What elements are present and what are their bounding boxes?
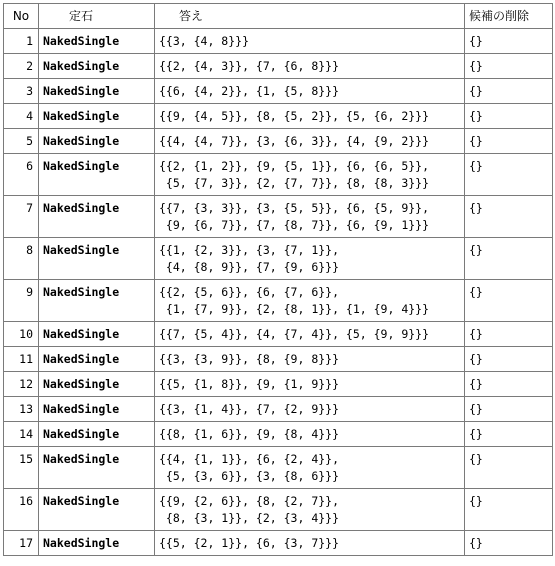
row-no: 2 (4, 54, 39, 79)
row-joseki: NakedSingle (39, 79, 155, 104)
table-row (4, 422, 553, 447)
row-no: 12 (4, 372, 39, 397)
row-joseki: NakedSingle (39, 447, 155, 489)
table-row (4, 196, 553, 238)
row-answer: {{2, {5, 6}}, {6, {7, 6}}, {1, {7, 9}}, {2, {8, 1}}, {1, {9, 4}}} (155, 280, 465, 322)
row-removal: {} (465, 154, 553, 196)
header-joseki: 定石 (39, 4, 155, 29)
table-row (4, 104, 553, 129)
row-removal: {} (465, 397, 553, 422)
row-joseki: NakedSingle (39, 29, 155, 54)
table-row (4, 347, 553, 372)
row-answer: {{9, {2, 6}}, {8, {2, 7}}, {8, {3, 1}}, {2, {3, 4}}} (155, 489, 465, 531)
row-no: 11 (4, 347, 39, 372)
row-removal: {} (465, 347, 553, 372)
row-removal: {} (465, 54, 553, 79)
row-no: 6 (4, 154, 39, 196)
row-answer: {{3, {4, 8}}} (155, 29, 465, 54)
table-row (4, 29, 553, 54)
row-removal: {} (465, 489, 553, 531)
row-no: 10 (4, 322, 39, 347)
row-joseki: NakedSingle (39, 129, 155, 154)
table-row (4, 129, 553, 154)
row-no: 9 (4, 280, 39, 322)
row-removal: {} (465, 322, 553, 347)
row-answer: {{4, {4, 7}}, {3, {6, 3}}, {4, {9, 2}}} (155, 129, 465, 154)
row-no: 17 (4, 531, 39, 556)
row-answer: {{3, {3, 9}}, {8, {9, 8}}} (155, 347, 465, 372)
row-removal: {} (465, 422, 553, 447)
row-no: 3 (4, 79, 39, 104)
table-row (4, 447, 553, 489)
row-joseki: NakedSingle (39, 238, 155, 280)
row-joseki: NakedSingle (39, 372, 155, 397)
row-no: 13 (4, 397, 39, 422)
row-removal: {} (465, 372, 553, 397)
table-row (4, 79, 553, 104)
row-answer: {{2, {1, 2}}, {9, {5, 1}}, {6, {6, 5}}, {5, {7, 3}}, {2, {7, 7}}, {8, {8, 3}}} (155, 154, 465, 196)
row-removal: {} (465, 531, 553, 556)
table-row (4, 531, 553, 556)
row-answer: {{8, {1, 6}}, {9, {8, 4}}} (155, 422, 465, 447)
table-row (4, 322, 553, 347)
row-removal: {} (465, 238, 553, 280)
row-joseki: NakedSingle (39, 196, 155, 238)
row-answer: {{9, {4, 5}}, {8, {5, 2}}, {5, {6, 2}}} (155, 104, 465, 129)
row-no: 7 (4, 196, 39, 238)
row-no: 1 (4, 29, 39, 54)
row-no: 8 (4, 238, 39, 280)
table-row (4, 489, 553, 531)
row-removal: {} (465, 196, 553, 238)
row-answer: {{4, {1, 1}}, {6, {2, 4}}, {5, {3, 6}}, {3, {8, 6}}} (155, 447, 465, 489)
row-no: 14 (4, 422, 39, 447)
row-joseki: NakedSingle (39, 422, 155, 447)
row-answer: {{5, {1, 8}}, {9, {1, 9}}} (155, 372, 465, 397)
row-removal: {} (465, 447, 553, 489)
table-row (4, 280, 553, 322)
row-joseki: NakedSingle (39, 397, 155, 422)
table-row (4, 238, 553, 280)
row-no: 16 (4, 489, 39, 531)
row-answer: {{6, {4, 2}}, {1, {5, 8}}} (155, 79, 465, 104)
row-no: 15 (4, 447, 39, 489)
row-answer: {{7, {3, 3}}, {3, {5, 5}}, {6, {5, 9}}, {9, {6, 7}}, {7, {8, 7}}, {6, {9, 1}}} (155, 196, 465, 238)
header-row (4, 4, 553, 29)
header-no: No (4, 4, 39, 29)
row-no: 5 (4, 129, 39, 154)
row-joseki: NakedSingle (39, 489, 155, 531)
row-answer: {{3, {1, 4}}, {7, {2, 9}}} (155, 397, 465, 422)
table-row (4, 372, 553, 397)
row-removal: {} (465, 104, 553, 129)
row-answer: {{2, {4, 3}}, {7, {6, 8}}} (155, 54, 465, 79)
header-answer: 答え (155, 4, 465, 29)
row-joseki: NakedSingle (39, 280, 155, 322)
row-joseki: NakedSingle (39, 54, 155, 79)
row-answer: {{7, {5, 4}}, {4, {7, 4}}, {5, {9, 9}}} (155, 322, 465, 347)
table-row (4, 154, 553, 196)
row-joseki: NakedSingle (39, 347, 155, 372)
row-no: 4 (4, 104, 39, 129)
row-answer: {{5, {2, 1}}, {6, {3, 7}}} (155, 531, 465, 556)
row-removal: {} (465, 29, 553, 54)
results-table (3, 3, 553, 556)
row-joseki: NakedSingle (39, 104, 155, 129)
row-joseki: NakedSingle (39, 154, 155, 196)
header-removal: 候補の削除 (465, 4, 553, 29)
row-removal: {} (465, 280, 553, 322)
row-removal: {} (465, 129, 553, 154)
row-removal: {} (465, 79, 553, 104)
row-joseki: NakedSingle (39, 322, 155, 347)
row-answer: {{1, {2, 3}}, {3, {7, 1}}, {4, {8, 9}}, {7, {9, 6}}} (155, 238, 465, 280)
table-row (4, 397, 553, 422)
row-joseki: NakedSingle (39, 531, 155, 556)
table-row (4, 54, 553, 79)
